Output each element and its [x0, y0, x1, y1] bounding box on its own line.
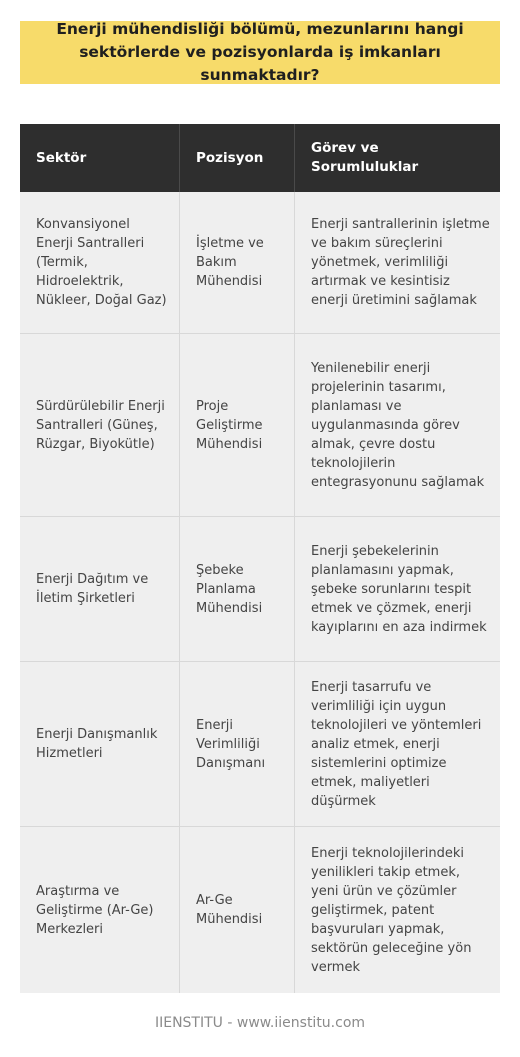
position-cell: Şebeke Planlama Mühendisi [180, 517, 295, 661]
sector-cell: Araştırma ve Geliştirme (Ar-Ge) Merkezleri [20, 827, 180, 993]
duties-cell: Enerji şebekelerinin planlamasını yapmak, şebeke sorunlarını tespit etmek ve çözmek, enerji kayıplarını en aza indirmek [311, 543, 487, 635]
table-row [20, 827, 500, 993]
duties-cell: Enerji santrallerinin işletme ve bakım süreçlerini yönetmek, verimliliği artırmak ve kesintisiz enerji üretimini sağlamak [311, 217, 490, 308]
table-row [20, 517, 500, 662]
career-table [20, 124, 500, 993]
page-title: Enerji mühendisliği bölümü, mezunlarını hangi sektörlerde ve pozisyonlarda iş imkanları sunmaktadır? [56, 20, 464, 84]
sector-cell: Konvansiyonel Enerji Santralleri (Termik, Hidroelektrik, Nükleer, Doğal Gaz) [20, 192, 180, 333]
header-position: Pozisyon [180, 124, 295, 192]
duties-cell: Yenilenebilir enerji projelerinin tasarımı, planlaması ve uygulanmasında görev almak, çevre dostu teknolojilerin entegrasyonunu sağlamak [311, 360, 485, 490]
footer-credit: IIENSTITU - www.iienstitu.com [154, 1015, 366, 1031]
table-row [20, 192, 500, 334]
sector-cell: Enerji Dağıtım ve İletim Şirketleri [20, 517, 180, 661]
table-row [20, 334, 500, 517]
table-row [20, 662, 500, 827]
header-duties: Görev ve Sorumluluklar [311, 140, 419, 175]
duties-cell: Enerji teknolojilerindeki yenilikleri takip etmek, yeni ürün ve çözümler geliştirmek, patent başvuruları yapmak, sektörün geleceğine yön vermek [311, 845, 472, 975]
header-sector: Sektör [20, 124, 180, 192]
position-cell: Ar-Ge Mühendisi [180, 827, 295, 993]
sector-cell: Enerji Danışmanlık Hizmetleri [20, 662, 180, 826]
position-cell: İşletme ve Bakım Mühendisi [180, 192, 295, 333]
position-cell: Proje Geliştirme Mühendisi [180, 334, 295, 516]
position-cell: Enerji Verimliliği Danışmanı [180, 662, 295, 826]
duties-cell: Enerji tasarrufu ve verimliliği için uygun teknolojileri ve yöntemleri analiz etmek, enerji sistemlerini optimize etmek, maliyetleri düşürmek [311, 679, 482, 809]
title-banner [20, 21, 500, 84]
table-header-row [20, 124, 500, 192]
sector-cell: Sürdürülebilir Enerji Santralleri (Güneş, Rüzgar, Biyokütle) [20, 334, 180, 516]
